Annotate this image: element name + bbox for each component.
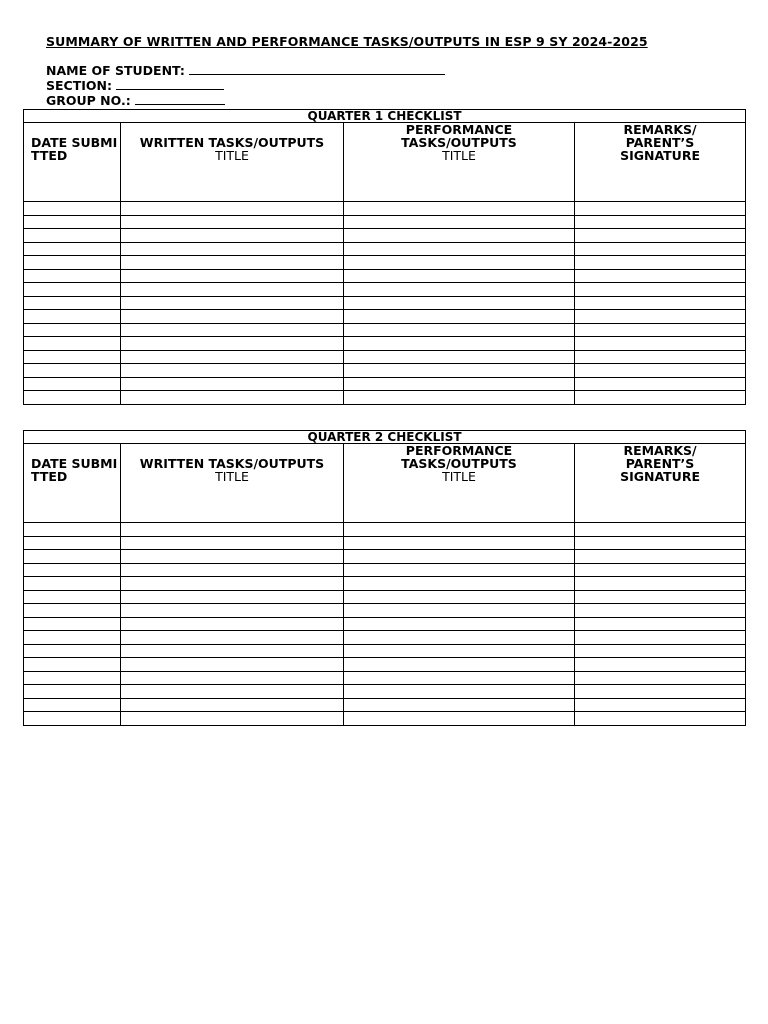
remarks-cell[interactable]: [575, 644, 746, 658]
table-row: [24, 671, 746, 685]
performance-task-cell[interactable]: [344, 671, 575, 685]
date-cell[interactable]: [24, 323, 121, 337]
date-cell[interactable]: [24, 296, 121, 310]
remarks-cell[interactable]: [575, 377, 746, 391]
written-task-cell[interactable]: [121, 296, 344, 310]
written-task-cell[interactable]: [121, 631, 344, 645]
quarter-2-table-body: [24, 431, 746, 726]
date-cell[interactable]: [24, 536, 121, 550]
quarter-2-checklist-table: [23, 430, 746, 726]
date-cell[interactable]: [24, 391, 121, 405]
written-task-cell[interactable]: [121, 337, 344, 351]
written-task-cell[interactable]: [121, 604, 344, 618]
date-cell[interactable]: [24, 523, 121, 537]
date-cell[interactable]: [24, 644, 121, 658]
remarks-cell[interactable]: [575, 536, 746, 550]
student-name-line: [46, 63, 445, 78]
written-title-label: TITLE: [215, 469, 249, 484]
table-row: [24, 283, 746, 297]
performance-tasks-header: [344, 123, 575, 202]
remarks-cell[interactable]: [575, 671, 746, 685]
table-row: [24, 685, 746, 699]
written-tasks-header: [121, 123, 344, 202]
table-row: [24, 550, 746, 564]
quarter-2-header: QUARTER 2 CHECKLIST: [24, 431, 746, 444]
date-cell[interactable]: [24, 671, 121, 685]
performance-task-cell[interactable]: [344, 283, 575, 297]
performance-title-label: TITLE: [442, 469, 476, 484]
remarks-cell[interactable]: [575, 296, 746, 310]
remarks-cell[interactable]: [575, 242, 746, 256]
date-cell[interactable]: [24, 310, 121, 324]
written-task-cell[interactable]: [121, 269, 344, 283]
date-cell[interactable]: [24, 269, 121, 283]
performance-task-cell[interactable]: [344, 563, 575, 577]
remarks-cell[interactable]: [575, 215, 746, 229]
written-task-cell[interactable]: [121, 644, 344, 658]
performance-task-cell[interactable]: [344, 550, 575, 564]
performance-title-label: TITLE: [442, 148, 476, 163]
quarter-1-table-body: [24, 110, 746, 405]
date-cell[interactable]: [24, 698, 121, 712]
written-task-cell[interactable]: [121, 242, 344, 256]
remarks-cell[interactable]: [575, 698, 746, 712]
section-line: [46, 78, 445, 93]
written-task-cell[interactable]: [121, 658, 344, 672]
table-row: [24, 536, 746, 550]
performance-tasks-label: TASKS/OUTPUTS: [401, 135, 517, 150]
table-row: [24, 391, 746, 405]
performance-task-cell[interactable]: [344, 350, 575, 364]
date-cell[interactable]: [24, 712, 121, 726]
performance-task-cell[interactable]: [344, 712, 575, 726]
written-tasks-label: WRITTEN TASKS/OUTPUTS: [139, 135, 325, 150]
written-task-cell[interactable]: [121, 698, 344, 712]
remarks-cell[interactable]: [575, 202, 746, 216]
date-cell[interactable]: [24, 364, 121, 378]
performance-label: PERFORMANCE: [405, 122, 513, 137]
performance-task-cell[interactable]: [344, 536, 575, 550]
remarks-header: [575, 123, 746, 202]
written-tasks-header: [121, 444, 344, 523]
written-task-cell[interactable]: [121, 712, 344, 726]
table-row: [24, 323, 746, 337]
written-task-cell[interactable]: [121, 671, 344, 685]
remarks-header: [575, 444, 746, 523]
written-task-cell[interactable]: [121, 323, 344, 337]
date-cell[interactable]: [24, 577, 121, 591]
quarter-1-header: QUARTER 1 CHECKLIST: [24, 110, 746, 123]
remarks-cell[interactable]: [575, 590, 746, 604]
group-no-line: [46, 93, 445, 108]
remarks-cell[interactable]: [575, 229, 746, 243]
written-task-cell[interactable]: [121, 215, 344, 229]
date-cell[interactable]: [24, 563, 121, 577]
performance-tasks-label: TASKS/OUTPUTS: [401, 456, 517, 471]
written-title-label: TITLE: [215, 148, 249, 163]
group-no-blank[interactable]: [135, 93, 225, 105]
section-label: SECTION:: [46, 78, 117, 93]
performance-task-cell[interactable]: [344, 698, 575, 712]
performance-task-cell[interactable]: [344, 631, 575, 645]
performance-task-cell[interactable]: [344, 310, 575, 324]
parents-label: PARENT’S: [625, 456, 695, 471]
written-tasks-label: WRITTEN TASKS/OUTPUTS: [139, 456, 325, 471]
performance-task-cell[interactable]: [344, 685, 575, 699]
written-task-cell[interactable]: [121, 550, 344, 564]
date-cell[interactable]: [24, 337, 121, 351]
written-task-cell[interactable]: [121, 256, 344, 270]
written-task-cell[interactable]: [121, 350, 344, 364]
date-cell[interactable]: [24, 242, 121, 256]
date-cell[interactable]: [24, 350, 121, 364]
date-cell[interactable]: [24, 283, 121, 297]
section-blank[interactable]: [116, 78, 224, 90]
date-cell[interactable]: [24, 377, 121, 391]
written-task-cell[interactable]: [121, 229, 344, 243]
table-row: [24, 215, 746, 229]
written-task-cell[interactable]: [121, 617, 344, 631]
remarks-cell[interactable]: [575, 604, 746, 618]
date-cell[interactable]: [24, 590, 121, 604]
table-row: [24, 242, 746, 256]
performance-task-cell[interactable]: [344, 215, 575, 229]
performance-task-cell[interactable]: [344, 323, 575, 337]
date-cell[interactable]: [24, 631, 121, 645]
performance-task-cell[interactable]: [344, 377, 575, 391]
performance-task-cell[interactable]: [344, 256, 575, 270]
date-submitted-header: [24, 123, 121, 202]
remarks-cell[interactable]: [575, 350, 746, 364]
table-row: [24, 350, 746, 364]
performance-task-cell[interactable]: [344, 577, 575, 591]
quarter-1-checklist-table: [23, 109, 746, 405]
written-task-cell[interactable]: [121, 310, 344, 324]
written-task-cell[interactable]: [121, 536, 344, 550]
table-row: [24, 229, 746, 243]
table-row: [24, 337, 746, 351]
group-no-label: GROUP NO.:: [46, 93, 136, 108]
remarks-cell[interactable]: [575, 658, 746, 672]
remarks-cell[interactable]: [575, 550, 746, 564]
remarks-cell[interactable]: [575, 391, 746, 405]
remarks-cell[interactable]: [575, 685, 746, 699]
remarks-cell[interactable]: [575, 364, 746, 378]
table-row: [24, 604, 746, 618]
performance-task-cell[interactable]: [344, 617, 575, 631]
date-cell[interactable]: [24, 685, 121, 699]
date-cell[interactable]: [24, 215, 121, 229]
written-task-cell[interactable]: [121, 391, 344, 405]
date-submitted-header: [24, 444, 121, 523]
date-submitted-label: DATE SUBMITTED: [31, 135, 118, 163]
written-task-cell[interactable]: [121, 685, 344, 699]
performance-label: PERFORMANCE: [405, 443, 513, 458]
remarks-cell[interactable]: [575, 337, 746, 351]
performance-task-cell[interactable]: [344, 337, 575, 351]
performance-task-cell[interactable]: [344, 644, 575, 658]
document-title: SUMMARY OF WRITTEN AND PERFORMANCE TASKS/OUTPUTS IN ESP 9 SY 2024-2025: [46, 34, 648, 49]
written-task-cell[interactable]: [121, 202, 344, 216]
table-row: [24, 310, 746, 324]
table-row: [24, 577, 746, 591]
signature-label: SIGNATURE: [620, 148, 700, 163]
table-row: [24, 377, 746, 391]
performance-task-cell[interactable]: [344, 296, 575, 310]
performance-task-cell[interactable]: [344, 242, 575, 256]
remarks-cell[interactable]: [575, 256, 746, 270]
parents-label: PARENT’S: [625, 135, 695, 150]
performance-task-cell[interactable]: [344, 229, 575, 243]
performance-task-cell[interactable]: [344, 658, 575, 672]
remarks-cell[interactable]: [575, 631, 746, 645]
written-task-cell[interactable]: [121, 364, 344, 378]
student-info: [46, 63, 445, 108]
date-cell[interactable]: [24, 229, 121, 243]
remarks-cell[interactable]: [575, 269, 746, 283]
table-row: [24, 658, 746, 672]
date-cell[interactable]: [24, 658, 121, 672]
table-row: [24, 296, 746, 310]
performance-tasks-header: [344, 444, 575, 523]
date-cell[interactable]: [24, 256, 121, 270]
performance-task-cell[interactable]: [344, 269, 575, 283]
signature-label: SIGNATURE: [620, 469, 700, 484]
remarks-cell[interactable]: [575, 617, 746, 631]
written-task-cell[interactable]: [121, 577, 344, 591]
remarks-cell[interactable]: [575, 523, 746, 537]
written-task-cell[interactable]: [121, 283, 344, 297]
performance-task-cell[interactable]: [344, 391, 575, 405]
remarks-cell[interactable]: [575, 310, 746, 324]
table-row: [24, 712, 746, 726]
table-row: [24, 269, 746, 283]
written-task-cell[interactable]: [121, 590, 344, 604]
remarks-cell[interactable]: [575, 323, 746, 337]
remarks-cell[interactable]: [575, 712, 746, 726]
table-row: [24, 644, 746, 658]
remarks-cell[interactable]: [575, 577, 746, 591]
written-task-cell[interactable]: [121, 563, 344, 577]
remarks-label: REMARKS/: [623, 443, 697, 458]
performance-task-cell[interactable]: [344, 364, 575, 378]
date-cell[interactable]: [24, 604, 121, 618]
performance-task-cell[interactable]: [344, 202, 575, 216]
student-name-blank[interactable]: [189, 63, 445, 75]
written-task-cell[interactable]: [121, 377, 344, 391]
table-row: [24, 523, 746, 537]
table-row: [24, 202, 746, 216]
table-row: [24, 563, 746, 577]
performance-task-cell[interactable]: [344, 590, 575, 604]
table-row: [24, 256, 746, 270]
table-row: [24, 698, 746, 712]
table-row: [24, 631, 746, 645]
date-cell[interactable]: [24, 550, 121, 564]
remarks-label: REMARKS/: [623, 122, 697, 137]
remarks-cell[interactable]: [575, 283, 746, 297]
performance-task-cell[interactable]: [344, 523, 575, 537]
table-row: [24, 590, 746, 604]
performance-task-cell[interactable]: [344, 604, 575, 618]
date-cell[interactable]: [24, 202, 121, 216]
student-name-label: NAME OF STUDENT:: [46, 63, 190, 78]
date-submitted-label: DATE SUBMITTED: [31, 456, 118, 484]
remarks-cell[interactable]: [575, 563, 746, 577]
table-row: [24, 364, 746, 378]
table-row: [24, 617, 746, 631]
written-task-cell[interactable]: [121, 523, 344, 537]
date-cell[interactable]: [24, 617, 121, 631]
